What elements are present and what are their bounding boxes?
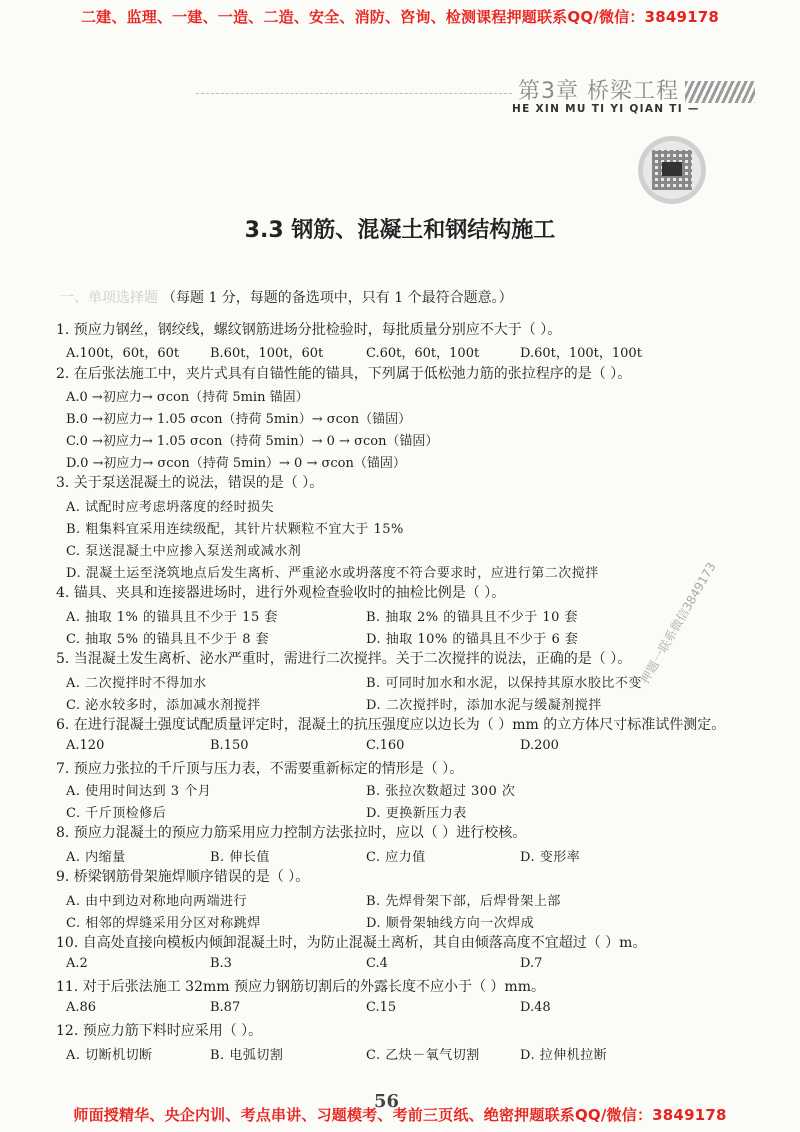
question-4-option-d: D. 抽取 10% 的锚具且不少于 6 套 <box>366 632 579 647</box>
diagonal-watermark: 押题一联系微信3849173 <box>637 559 719 686</box>
question-4-option-c: C. 抽取 5% 的锚具且不少于 8 套 <box>66 632 270 647</box>
question-4-option-b: B. 抽取 2% 的锚具且不少于 10 套 <box>366 610 579 625</box>
header-pinyin: HE XIN MU TI YI QIAN TI — <box>512 103 700 115</box>
question-2-option-a: A.0 →初应力→ σcon（持荷 5min 锚固） <box>66 390 309 405</box>
question-2-option-c: C.0 →初应力→ 1.05 σcon（持荷 5min）→ 0 → σcon（锚固） <box>66 434 439 449</box>
intro-instructions: （每题 1 分，每题的备选项中，只有 1 个最符合题意。） <box>162 290 513 306</box>
question-10-option-d: D.7 <box>520 956 543 971</box>
header-stripe-decoration <box>685 81 755 103</box>
question-10-stem: 10. 自高处直接向模板内倾卸混凝土时，为防止混凝土离析，其自由倾落高度不宜超过（ ）m。 <box>56 935 647 951</box>
intro-heading: 一、单项选择题 <box>60 290 158 306</box>
question-4-stem: 4. 锚具、夹具和连接器进场时，进行外观检查验收时的抽检比例是（ ）。 <box>56 585 506 601</box>
question-2-option-b: B.0 →初应力→ 1.05 σcon（持荷 5min）→ σcon（锚固） <box>66 412 412 427</box>
question-11-option-b: B.87 <box>210 1000 241 1015</box>
qr-code-icon <box>638 136 706 204</box>
question-5-stem: 5. 当混凝土发生离析、泌水严重时，需进行二次搅拌。关于二次搅拌的说法，正确的是（ ）。 <box>56 651 632 667</box>
question-12-option-a: A. 切断机切断 <box>66 1048 153 1063</box>
section-intro <box>60 287 513 307</box>
question-3-option-a: A. 试配时应考虑坍落度的经时损失 <box>66 500 275 515</box>
question-11-option-d: D.48 <box>520 1000 551 1015</box>
question-12-option-b: B. 电弧切割 <box>210 1048 284 1063</box>
question-5-option-a: A. 二次搅拌时不得加水 <box>66 676 207 691</box>
question-2-stem: 2. 在后张法施工中，夹片式具有自锚性能的锚具，下列属于低松弛力筋的张拉程序的是（ ）。 <box>56 366 632 382</box>
question-7-option-c: C. 千斤顶检修后 <box>66 806 167 821</box>
question-6-option-c: C.160 <box>366 738 405 753</box>
section-title: 3.3 钢筋、混凝土和钢结构施工 <box>244 218 556 243</box>
question-6-option-d: D.200 <box>520 738 559 753</box>
question-12-option-d: D. 拉伸机拉断 <box>520 1048 608 1063</box>
question-12-option-c: C. 乙炔－氧气切割 <box>366 1048 480 1063</box>
question-5-option-b: B. 可同时加水和水泥，以保持其原水胶比不变 <box>366 676 642 691</box>
bottom-promo-banner: 师面授精华、央企内训、考点串讲、习题模考、考前三页纸、绝密押题联系QQ/微信：3849178 <box>73 1106 727 1124</box>
question-11-option-c: C.15 <box>366 1000 397 1015</box>
page-number: 56 <box>374 1091 400 1112</box>
question-9-stem: 9. 桥梁钢筋骨架施焊顺序错误的是（ ）。 <box>56 869 310 885</box>
question-3-stem: 3. 关于泵送混凝土的说法，错误的是（ ）。 <box>56 475 324 491</box>
question-1-option-d: D.60t，100t，100t <box>520 346 642 361</box>
chapter-header <box>518 74 755 105</box>
question-8-option-c: C. 应力值 <box>366 850 426 865</box>
question-10-option-b: B.3 <box>210 956 232 971</box>
question-12-stem: 12. 预应力筋下料时应采用（ ）。 <box>56 1023 263 1039</box>
question-8-option-d: D. 变形率 <box>520 850 581 865</box>
question-6-option-b: B.150 <box>210 738 249 753</box>
question-3-option-c: C. 泵送混凝土中应掺入泵送剂或减水剂 <box>66 544 302 559</box>
question-9-option-d: D. 顺骨架轴线方向一次焊成 <box>366 916 535 931</box>
question-10-option-c: C.4 <box>366 956 388 971</box>
question-10-option-a: A.2 <box>66 956 88 971</box>
question-11-stem: 11. 对于后张法施工 32mm 预应力钢筋切割后的外露长度不应小于（ ）mm。 <box>56 979 545 995</box>
question-5-option-c: C. 泌水较多时，添加减水剂搅拌 <box>66 698 261 713</box>
question-1-option-b: B.60t，100t，60t <box>210 346 324 361</box>
question-7-option-b: B. 张拉次数超过 300 次 <box>366 784 516 799</box>
question-4-option-a: A. 抽取 1% 的锚具且不少于 15 套 <box>66 610 278 625</box>
top-promo-banner: 二建、监理、一建、一造、二造、安全、消防、咨询、检测课程押题联系QQ/微信：3849178 <box>80 8 720 26</box>
question-3-option-d: D. 混凝土运至浇筑地点后发生离析、严重泌水或坍落度不符合要求时，应进行第二次搅拌 <box>66 566 599 581</box>
question-11-option-a: A.86 <box>66 1000 97 1015</box>
question-9-option-c: C. 相邻的焊缝采用分区对称跳焊 <box>66 916 261 931</box>
chapter-title: 第3章 桥梁工程 <box>518 79 679 104</box>
question-1-stem: 1. 预应力钢丝，钢绞线，螺纹钢筋进场分批检验时，每批质量分别应不大于（ ）。 <box>56 322 562 338</box>
question-8-stem: 8. 预应力混凝土的预应力筋采用应力控制方法张拉时，应以（ ）进行校核。 <box>56 825 527 841</box>
question-8-option-b: B. 伸长值 <box>210 850 270 865</box>
question-1-option-c: C.60t，60t，100t <box>366 346 480 361</box>
question-6-option-a: A.120 <box>66 738 105 753</box>
question-2-option-d: D.0 →初应力→ σcon（持荷 5min）→ 0 → σcon（锚固） <box>66 456 406 471</box>
header-rule <box>196 93 512 94</box>
question-9-option-a: A. 由中到边对称地向两端进行 <box>66 894 248 909</box>
question-7-option-a: A. 使用时间达到 3 个月 <box>66 784 212 799</box>
question-8-option-a: A. 内缩量 <box>66 850 126 865</box>
question-5-option-d: D. 二次搅拌时，添加水泥与缓凝剂搅拌 <box>366 698 602 713</box>
question-3-option-b: B. 粗集料宜采用连续级配，其针片状颗粒不宜大于 15% <box>66 522 404 537</box>
question-9-option-b: B. 先焊骨架下部，后焊骨架上部 <box>366 894 561 909</box>
question-6-stem: 6. 在进行混凝土强度试配质量评定时，混凝土的抗压强度应以边长为（ ）mm 的立方体尺寸标准试件测定。 <box>56 717 726 733</box>
question-7-stem: 7. 预应力张拉的千斤顶与压力表，不需要重新标定的情形是（ ）。 <box>56 761 464 777</box>
question-7-option-d: D. 更换新压力表 <box>366 806 467 821</box>
question-1-option-a: A.100t，60t，60t <box>66 346 180 361</box>
